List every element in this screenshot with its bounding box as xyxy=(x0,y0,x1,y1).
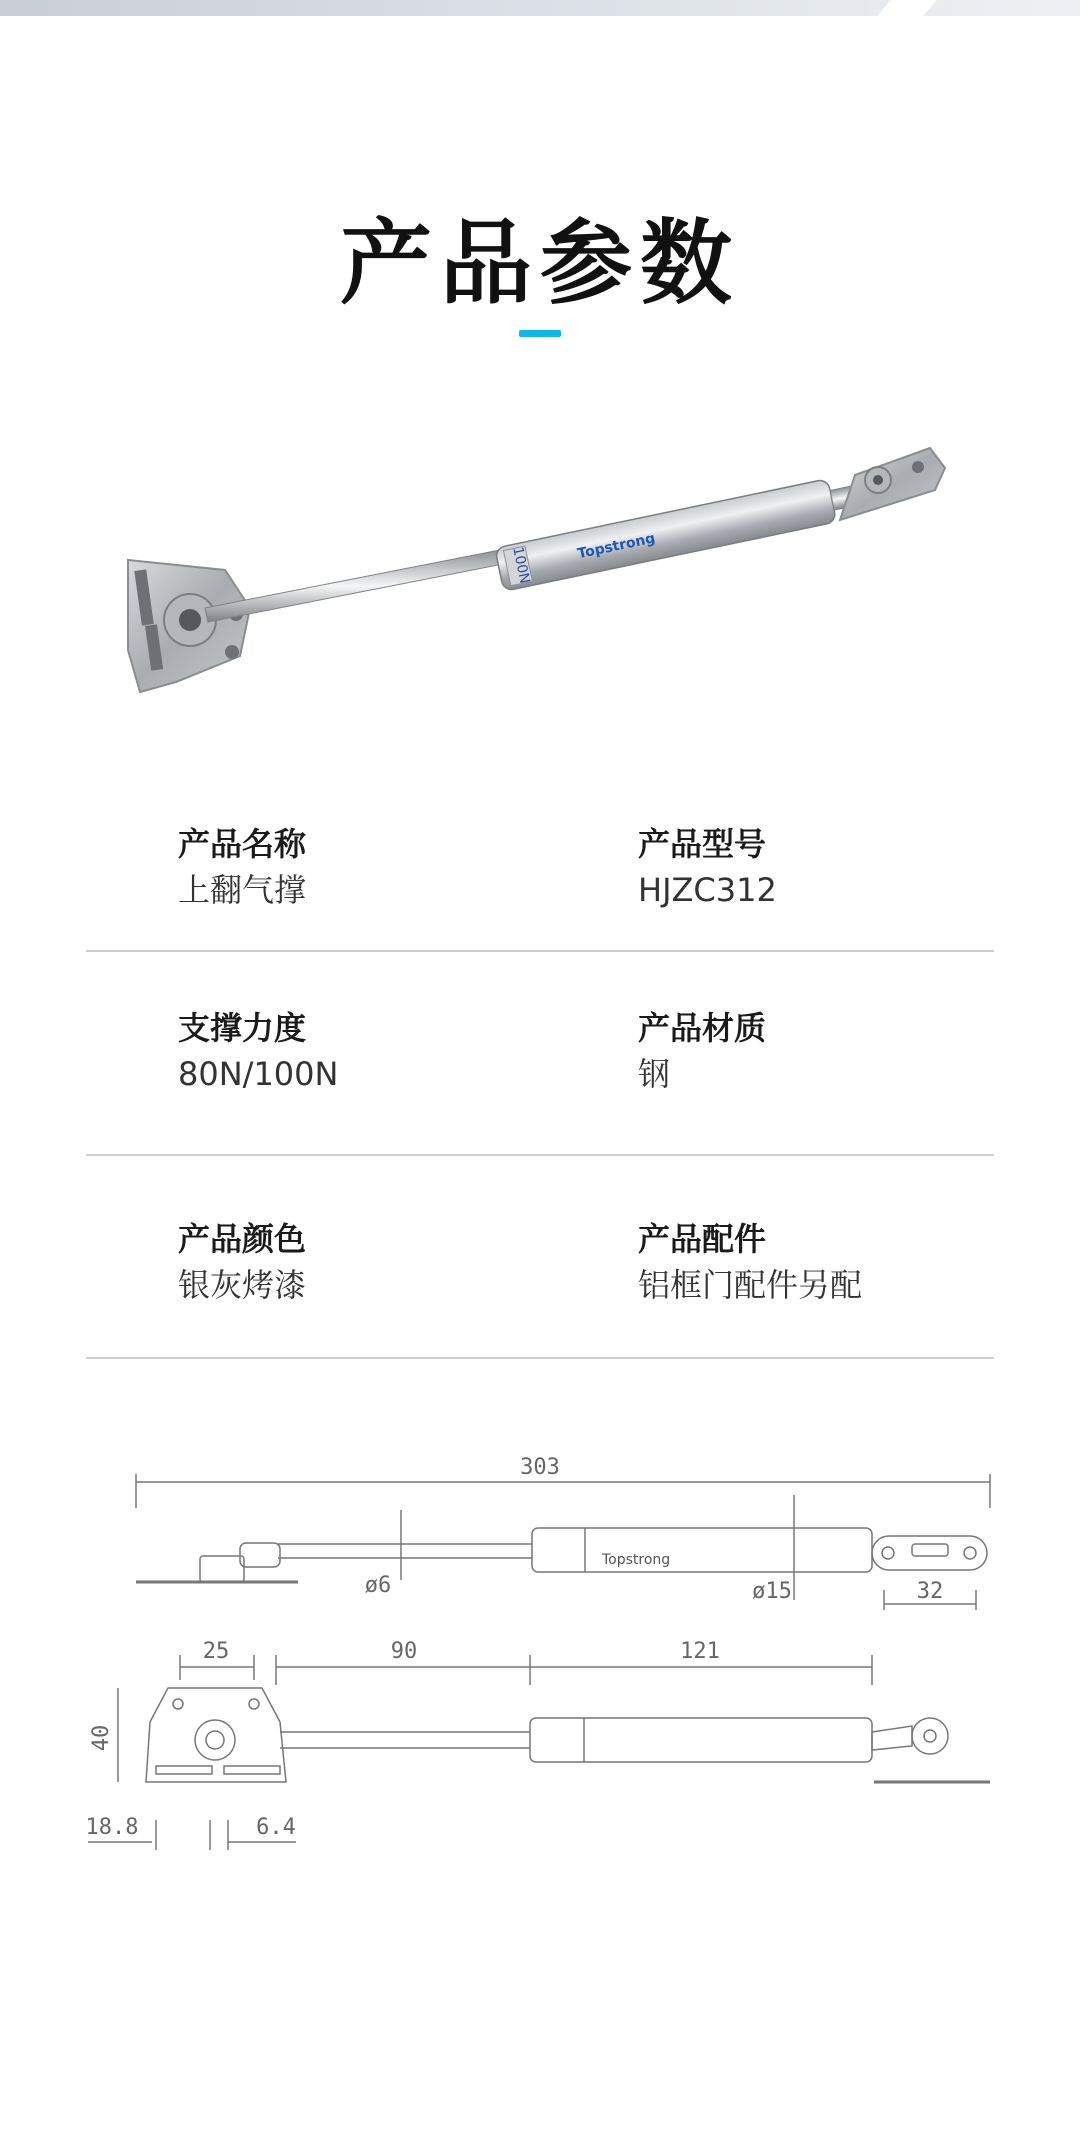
top-pivot xyxy=(195,1720,235,1760)
spec-label: 产品配件 xyxy=(638,1220,767,1258)
dim-bracket-width: 25 xyxy=(202,1639,230,1664)
dim-end-bracket: 32 xyxy=(916,1579,944,1604)
spec-cell xyxy=(178,822,306,912)
top-cylinder xyxy=(530,1718,872,1762)
spec-value: 银灰烤漆 xyxy=(178,1266,307,1304)
top-decor-slash xyxy=(877,0,936,16)
top-end-pivot xyxy=(912,1718,948,1754)
spec-cell xyxy=(638,1006,766,1096)
side-joint-cap xyxy=(240,1543,280,1567)
dim-cylinder-length: 121 xyxy=(680,1639,720,1664)
spec-row xyxy=(86,1006,994,1156)
page-title: 产品参数 xyxy=(339,210,740,317)
dim-rod-diameter: ø6 xyxy=(364,1573,392,1598)
title-accent-bar xyxy=(519,330,561,337)
dim-rod-length: 90 xyxy=(390,1639,418,1664)
top-end-bolt xyxy=(924,1730,936,1742)
product-photo xyxy=(0,420,1080,740)
top-neck xyxy=(872,1726,912,1750)
side-joint xyxy=(200,1556,244,1582)
top-plate xyxy=(146,1688,286,1782)
spec-row xyxy=(86,822,994,952)
spec-cell xyxy=(178,1217,306,1307)
dim-bracket-height: 40 xyxy=(89,1724,114,1752)
top-decor-band xyxy=(0,0,1080,16)
spec-row xyxy=(86,1217,994,1359)
side-bracket-slot xyxy=(912,1544,948,1556)
piston-rod xyxy=(205,550,503,622)
spec-label: 支撑力度 xyxy=(178,1009,307,1047)
spec-value: 钢 xyxy=(638,1055,671,1093)
spec-cell xyxy=(638,822,777,912)
drawing-brand-mark: Topstrong xyxy=(602,1552,671,1568)
dimension-drawing xyxy=(0,1440,1080,1860)
spec-label: 产品名称 xyxy=(178,825,307,863)
spec-value: 上翻气撑 xyxy=(178,871,307,909)
bracket-pivot-bolt xyxy=(873,475,883,485)
top-pivot-bolt xyxy=(206,1731,224,1749)
side-bracket-hole xyxy=(882,1547,894,1559)
dim-cylinder-diameter: ø15 xyxy=(752,1579,792,1604)
spec-value: 80N/100N xyxy=(178,1055,339,1093)
top-bracket xyxy=(840,448,945,520)
top-plate-slot xyxy=(224,1766,280,1774)
cylinder-force-mark: 100N xyxy=(509,545,533,586)
pivot-bolt xyxy=(179,609,201,631)
spec-label: 产品型号 xyxy=(638,825,767,863)
spec-label: 产品材质 xyxy=(638,1009,767,1047)
spec-value: HJZC312 xyxy=(638,871,777,909)
spec-label: 产品颜色 xyxy=(178,1220,307,1258)
top-plate-hole xyxy=(173,1699,183,1709)
cylinder-brand-mark: Topstrong xyxy=(576,530,657,563)
spec-value: 铝框门配件另配 xyxy=(638,1266,863,1304)
plate-hole xyxy=(225,645,239,659)
side-end-bracket xyxy=(872,1536,987,1570)
top-plate-slot xyxy=(156,1766,212,1774)
bracket-hole xyxy=(912,461,924,473)
gas-strut-assembly xyxy=(128,448,945,692)
spec-cell xyxy=(638,1217,862,1307)
side-cylinder xyxy=(532,1528,872,1572)
spec-cell xyxy=(178,1006,338,1096)
side-bracket-hole xyxy=(964,1547,976,1559)
dim-total-length: 303 xyxy=(520,1455,560,1480)
dim-slot-width: 6.4 xyxy=(256,1815,296,1840)
gas-cylinder xyxy=(495,479,837,592)
top-plate-hole xyxy=(249,1699,259,1709)
dim-slot-offset: 18.8 xyxy=(85,1815,139,1840)
